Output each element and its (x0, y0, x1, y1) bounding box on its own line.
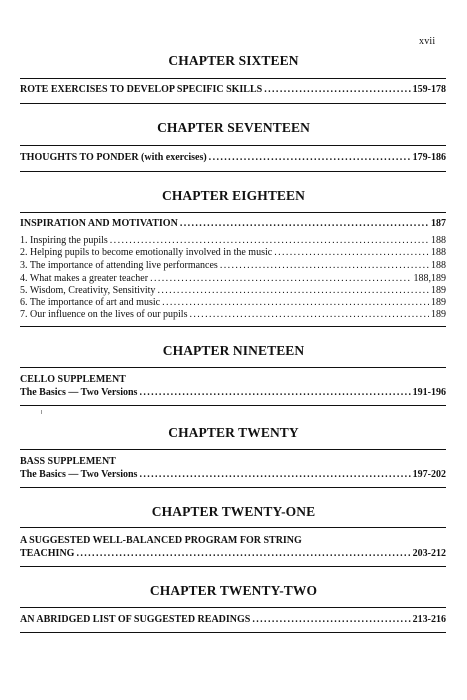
toc-entry-label: 7. Our influence on the lives of our pupils (20, 309, 188, 320)
toc-entry-pages: 159-178 (412, 84, 446, 95)
toc-entry[interactable] (20, 218, 446, 230)
toc-entry-pages: 213-216 (412, 614, 446, 625)
toc-entry[interactable] (20, 548, 446, 560)
toc-entry-pages: 188 (431, 235, 446, 246)
toc-entry-pages: 203-212 (412, 548, 446, 559)
section-subtitle: CELLO SUPPLEMENT (20, 374, 126, 385)
toc-entry[interactable] (20, 297, 446, 309)
toc-entry-pages: 189 (431, 309, 446, 320)
rule (20, 103, 446, 104)
dot-leader (162, 297, 429, 309)
toc-entry-label: 3. The importance of attending live performances (20, 260, 218, 271)
dot-leader (209, 152, 411, 164)
rule (20, 487, 446, 488)
rule (20, 566, 446, 567)
toc-entry[interactable] (20, 247, 446, 259)
rule (20, 405, 446, 406)
toc-entry[interactable] (20, 614, 446, 626)
rule (20, 367, 446, 368)
toc-entry[interactable] (20, 387, 446, 399)
toc-entry[interactable] (20, 235, 446, 247)
toc-entry-pages: 188,189 (413, 273, 446, 284)
toc-entry-pages: 197-202 (412, 469, 446, 480)
rule (20, 632, 446, 633)
rule (20, 449, 446, 450)
rule (20, 145, 446, 146)
dot-leader (139, 387, 410, 399)
toc-entry-label: TEACHING (20, 548, 75, 559)
dot-leader (139, 469, 410, 481)
rule (20, 171, 446, 172)
dot-leader (220, 260, 429, 272)
toc-entry-label: The Basics — Two Versions (20, 469, 138, 480)
toc-entry[interactable] (20, 309, 446, 321)
toc-entry[interactable] (20, 273, 446, 285)
toc-entry[interactable] (20, 469, 446, 481)
toc-entry-label: 1. Inspiring the pupils (20, 235, 108, 246)
toc-entry-pages: 189 (431, 285, 446, 296)
rule (20, 326, 446, 327)
rule (20, 78, 446, 79)
chapter-heading-19: CHAPTER NINETEEN (162, 343, 305, 358)
toc-entry-label: 5. Wisdom, Creativity, Sensitivity (20, 285, 156, 296)
toc-entry-label: AN ABRIDGED LIST OF SUGGESTED READINGS (20, 614, 251, 625)
toc-entry[interactable] (20, 285, 446, 297)
toc-entry-pages: 188 (431, 260, 446, 271)
rule (20, 607, 446, 608)
chapter-heading-20: CHAPTER TWENTY (168, 425, 299, 440)
toc-entry-label: INSPIRATION AND MOTIVATION (20, 218, 178, 229)
toc-entry-pages: 189 (431, 297, 446, 308)
chapter-heading-16: CHAPTER SIXTEEN (168, 53, 299, 68)
toc-entry-label: 2. Helping pupils to become emotionally involved in the music (20, 247, 273, 258)
dot-leader (180, 218, 429, 230)
dot-leader (150, 273, 411, 285)
toc-entry-label: The Basics — Two Versions (20, 387, 138, 398)
toc-entry-pages: 188 (431, 247, 446, 258)
chapter-heading-22: CHAPTER TWENTY-TWO (149, 583, 318, 598)
toc-entry-pages: 191-196 (412, 387, 446, 398)
toc-entry-label: 6. The importance of art and music (20, 297, 161, 308)
chapter-heading-21: CHAPTER TWENTY-ONE (151, 504, 316, 519)
rule (20, 527, 446, 528)
dot-leader (76, 548, 410, 560)
dot-leader (189, 309, 429, 321)
rule (20, 212, 446, 213)
dot-leader (110, 235, 429, 247)
section-subtitle: BASS SUPPLEMENT (20, 456, 116, 467)
toc-entry-pages: 179-186 (412, 152, 446, 163)
toc-entry[interactable] (20, 260, 446, 272)
toc-entry-label: THOUGHTS TO PONDER (with exercises) (20, 152, 207, 163)
toc-entry[interactable] (20, 152, 446, 164)
dot-leader (157, 285, 429, 297)
toc-entry[interactable] (20, 84, 446, 96)
toc-entry-pages: 187 (431, 218, 446, 229)
dot-leader (252, 614, 410, 626)
chapter-heading-18: CHAPTER EIGHTEEN (161, 188, 305, 203)
dot-leader (274, 247, 429, 259)
toc-entry-label: 4. What makes a greater teacher (20, 273, 149, 284)
stray-mark (41, 410, 42, 414)
toc-entry-label: ROTE EXERCISES TO DEVELOP SPECIFIC SKILLS (20, 84, 263, 95)
page-number: xvii (419, 36, 436, 47)
section-subtitle: A SUGGESTED WELL-BALANCED PROGRAM FOR STRING (20, 535, 302, 546)
chapter-heading-17: CHAPTER SEVENTEEN (157, 120, 310, 135)
dot-leader (264, 84, 410, 96)
